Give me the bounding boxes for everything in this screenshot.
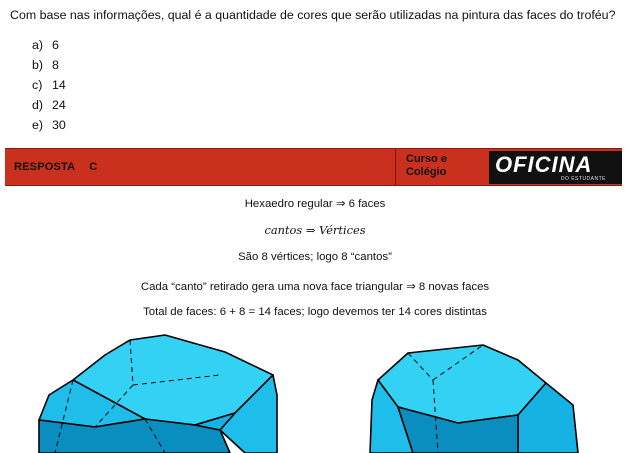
answer-label bbox=[14, 161, 97, 173]
course-line-2: Colégio bbox=[406, 166, 447, 178]
course-line-1: Curso e bbox=[406, 153, 447, 165]
solution-line-2: cantos ⇒ Vértices bbox=[264, 223, 366, 237]
option-letter: c) bbox=[32, 78, 43, 92]
solution-line-1: Hexaedro regular ⇒ 6 faces bbox=[244, 198, 386, 210]
options-list bbox=[32, 38, 66, 138]
option-e bbox=[32, 118, 66, 138]
logo-text: OFICINA bbox=[495, 152, 593, 177]
logo-subtext: DO ESTUDANTE bbox=[560, 176, 606, 182]
option-value: 8 bbox=[52, 58, 59, 72]
solution-line-5: Total de faces: 6 + 8 = 14 faces; logo devemos ter 14 cores distintas bbox=[143, 306, 487, 318]
truncated-cube-figure-left bbox=[35, 325, 280, 453]
option-letter: e) bbox=[32, 118, 44, 132]
question-text: Com base nas informações, qual é a quantidade de cores que serão utilizadas na pintura das faces do troféu? bbox=[10, 8, 616, 22]
option-letter: b) bbox=[32, 58, 44, 72]
option-value: 24 bbox=[52, 98, 66, 112]
answer-label-text: RESPOSTA bbox=[14, 161, 76, 173]
option-value: 14 bbox=[52, 78, 66, 92]
option-value: 6 bbox=[52, 38, 59, 52]
course-label bbox=[406, 153, 447, 179]
option-d bbox=[32, 98, 66, 118]
option-b bbox=[32, 58, 66, 78]
solution-line-4: Cada “canto” retirado gera uma nova face triangular ⇒ 8 novas faces bbox=[140, 281, 490, 293]
banner-divider bbox=[395, 149, 396, 185]
option-letter: a) bbox=[32, 38, 44, 52]
option-c bbox=[32, 78, 66, 98]
answer-letter: C bbox=[89, 161, 98, 173]
option-letter: d) bbox=[32, 98, 44, 112]
answer-banner bbox=[5, 148, 622, 186]
solution-line-3: São 8 vértices; logo 8 “cantos” bbox=[238, 251, 392, 263]
truncated-cube-figure-right bbox=[368, 325, 583, 453]
option-value: 30 bbox=[52, 118, 66, 132]
oficina-logo bbox=[489, 151, 622, 184]
option-a bbox=[32, 38, 66, 58]
